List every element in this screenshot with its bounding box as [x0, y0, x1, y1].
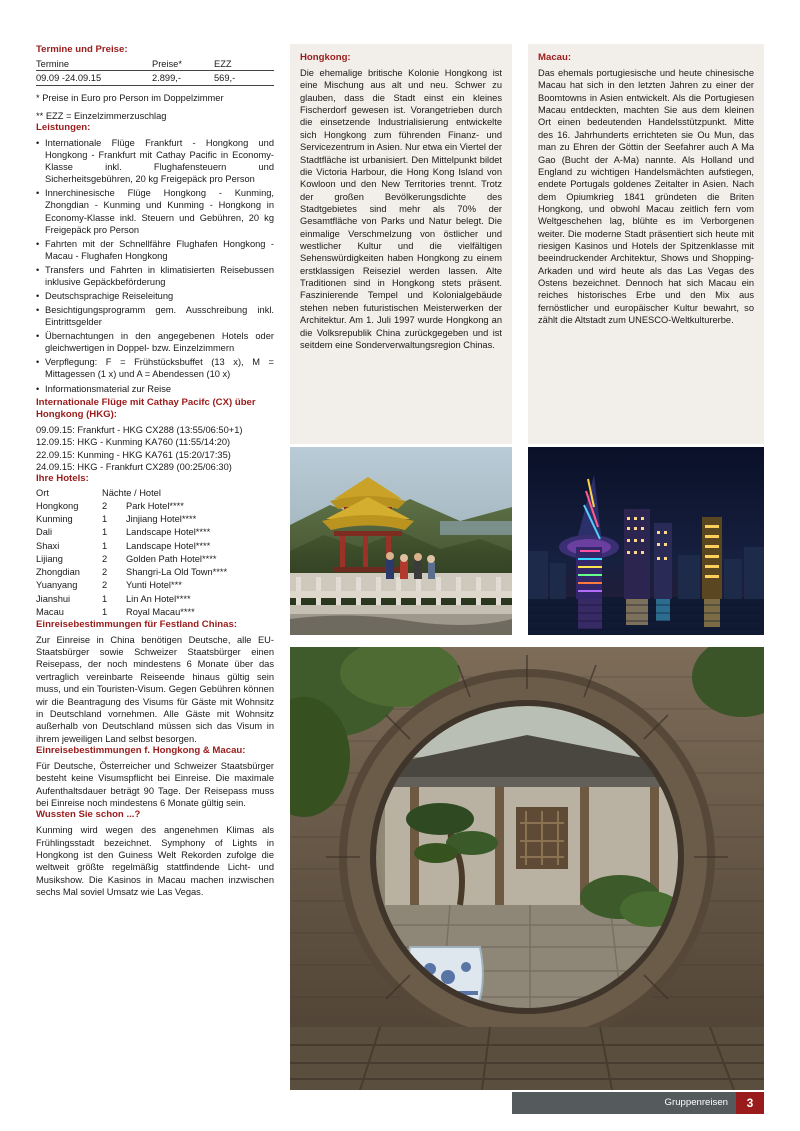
entry-china-text: Zur Einreise in China benötigen Deutsche, alle EU-Staatsbürger sowie Schweizer Staatsbürger einen Reisepass, der noch mindestens 6 Monate über das vertraglich vereinbarte Reiseende hinaus gültig sein muss, und ein Touristen-Visum. Gegen Gebühren können wir die Beantragung des Visums für Gäste mit Wohnsitz in Deutschland vornehmen. Alle Gäste mit Wohnsitz außerhalb von Deutschland müssen sich das Visum in ihrem jeweiligen Land selbst besorgen.: [36, 634, 274, 744]
list-item: • Transfers und Fahrten in klimatisierten Reisebussen inklusive Gepäckbeförderung: [36, 264, 274, 288]
table-row: [36, 592, 274, 605]
table-row: [36, 579, 274, 592]
terms-prices-heading: Termine und Preise:: [36, 44, 128, 55]
price-col-termine: Termine: [36, 59, 152, 71]
price-cell-ezz: 569,-: [214, 70, 274, 85]
hongkong-heading: Hongkong:: [300, 52, 351, 63]
hongkong-panel: [290, 44, 512, 444]
macau-heading: Macau:: [538, 52, 572, 63]
hotel-nights: 2: [102, 567, 108, 578]
list-item: • Informationsmaterial zur Reise: [36, 383, 274, 395]
hotel-name: Landscape Hotel****: [126, 540, 211, 551]
hotel-nights: 1: [102, 593, 108, 604]
hotel-city: Hongkong: [36, 500, 79, 511]
international-flights-heading: Internationale Flüge mit Cathay Pacifc (CX) über Hongkong (HKG):: [36, 396, 256, 420]
price-col-preise: Preise*: [152, 59, 214, 71]
list-item: 24.09.15: HKG - Frankfurt CX289 (00:25/06:30): [36, 461, 232, 472]
hotel-city: Dali: [36, 527, 53, 538]
list-item: 09.09.15: Frankfurt - HKG CX288 (13:55/06:50+1): [36, 424, 243, 435]
hotel-name: Royal Macau****: [126, 607, 195, 618]
entry-china-heading: Einreisebestimmungen für Festland Chinas:: [36, 618, 237, 630]
entry-hongkong-macau-text: Für Deutsche, Österreicher und Schweizer Staatsbürger besteht keine Visumspflicht bei Einreise. Die maximale Aufenthaltsdauer beträgt 90 Tage. Der Reisepass muss bei Einreise noch mindestens 6 Monate gültig sein.: [36, 760, 274, 809]
left-column: [36, 44, 274, 899]
hotel-nights: 1: [102, 514, 108, 525]
table-row: [36, 552, 274, 565]
hotels-heading: Ihre Hotels:: [36, 473, 89, 485]
price-table-header-row: [36, 59, 274, 71]
hotel-name: Shangri-La Old Town****: [126, 567, 228, 578]
hongkong-text: Die ehemalige britische Kolonie Hongkong ist eine Mischung aus alt und neu. Schwer zu glauben, dass die Stadt einst ein kleines Fischerdorf gewesen ist. Vorangetrieben durch die einsetzende Industrialisierung entwickelte sich Hongkong zum führenden Finanz- und Servicezentrum in Asien. Nur etwa ein Viertel der Stadtfläche ist urbanisiert. Den Mittelpunkt bildet die Victoria Harbour, die Hong Kong Island von Kowloon und den New Territories trennt. Trotz der großen Bevölkerungsdichte des Stadtgebietes sind mehr als 70% der Gesamtfläche von Parks und Natur belegt. Die einmalige Verschmelzung von östlicher und westlicher Kultur und die vielfältigen Sehenswürdigkeiten haben Hongkong zu einem erstklassigen Reiseziel werden lassen. Alte Traditionen sind in Hongkong stets präsent. Faszinierende Tempel und Kolonialgebäude stehen neben futuristischen Meisterwerken der Architektur. Am 1. Juli 1997 wurde Hongkong an die Volksrepublik China zurückgegeben und ist seitdem eine Sonderverwaltungsregion Chinas.: [300, 67, 502, 350]
hotel-name: Landscape Hotel****: [126, 527, 211, 538]
hotel-city: Yuanyang: [36, 580, 78, 591]
footer-section-label: Gruppenreisen: [664, 1097, 728, 1108]
hotel-nights: 1: [102, 607, 108, 618]
price-note-1: * Preise in Euro pro Person im Doppelzimmer: [36, 92, 224, 103]
hotels-header-row: [36, 488, 274, 499]
list-item: • Verpflegung: F = Frühstücksbuffet (13 x), M = Mittagessen (1 x) und A = Abendessen (10 x): [36, 356, 274, 380]
table-row: [36, 499, 274, 512]
hotel-nights: 2: [102, 553, 108, 564]
table-row: [36, 539, 274, 552]
hotel-city: Jianshui: [36, 593, 71, 604]
entry-hongkong-macau-heading: Einreisebestimmungen f. Hongkong & Macau:: [36, 745, 246, 756]
hotel-city: Macau: [36, 607, 64, 618]
price-note-2: ** EZZ = Einzelzimmerzuschlag: [36, 110, 167, 121]
hotel-name: Park Hotel****: [126, 500, 184, 511]
hotels-col-ort: Ort: [36, 488, 49, 499]
table-row: [36, 526, 274, 539]
footer-bar: [512, 1092, 764, 1114]
macau-panel: [528, 44, 764, 444]
list-item: • Besichtigungsprogramm gem. Ausschreibung inkl. Eintrittsgelder: [36, 304, 274, 328]
hotels-col-naechte-hotel: Nächte / Hotel: [102, 488, 161, 499]
hongkong-pagoda-photo: [290, 447, 512, 635]
did-you-know-heading: Wussten Sie schon ...?: [36, 809, 141, 821]
services-list: [36, 137, 274, 395]
hotel-nights: 2: [102, 580, 108, 591]
list-item: 12.09.15: HKG - Kunming KA760 (11:55/14:20): [36, 437, 231, 448]
hotel-name: Jinjiang Hotel****: [126, 514, 197, 525]
table-row: [36, 566, 274, 579]
hotel-nights: 1: [102, 527, 108, 538]
did-you-know-text: Kunming wird wegen des angenehmen Klimas als Frühlingsstadt bezeichnet. Symphony of Lights in Hongkong ist den Guiness Welt Rekorden zufolge die weltweit größte regelmäßig stattfindende Licht- und Musikshow. Die Kasinos in Macau machen inzwischen sechs Mal soviel Umsatz wie Las Vegas.: [36, 825, 274, 898]
table-row: [36, 606, 274, 619]
list-item: • Deutschsprachige Reiseleitung: [36, 290, 274, 302]
hotel-city: Lijiang: [36, 553, 63, 564]
list-item: 22.09.15: Kunming - HKG KA761 (15:20/17:35): [36, 449, 231, 460]
list-item: • Innerchinesische Flüge Hongkong - Kunming, Zhongdian - Kunming und Kunming - Hongkong in Economy-Klasse inkl. Steuern und Gebühren, 20 kg Freigepäck pro Person: [36, 187, 274, 235]
macau-text: Das ehemals portugiesische und heute chinesische Macau hat sich in den letzten Jahren zu einer der Boomtowns in Asien entwickelt. Als die Portugiesen Macau entdeckten, machten Sie aus dem kleinen Ort einen bedeutenden Handelsstützpunkt. Mitte des 16. Jahrhunderts errichteten sie Ou Mun, das man zu Ehren der Göttin der Seefahrer auch A Ma Gao (Bucht der A-Ma) nannte. Als Holland und England zu wichtigen Handelsmächten aufstiegen, endete Portugals goldenes Zeitalter in Asien. Nach dem Opiumkrieg 1841 gründeten die Briten Hongkong, und obwohl Macau zeitlich fern vom Weltgeschehen lag, blühte es im Verborgenen weiter. Die moderne Stadt präsentiert sich heute mit riesigen Kasinos und Hotels der Spitzenklasse mit beeindruckender Architektur, Shows und Shopping-Arkaden und wird heute als das Las Vegas des Ostens bezeichnet. Dennoch hat sich Macau ein reiches historisches Erbe und den Mix aus fernöstlicher und europäischer Kultur bewahrt, so zählt die Altstadt zum UNESCO-Weltkulturerbe.: [538, 67, 754, 326]
table-row: [36, 70, 274, 85]
hotel-nights: 2: [102, 500, 108, 511]
macau-night-skyline-photo: [528, 447, 764, 635]
table-row: [36, 513, 274, 526]
hotel-city: Zhongdian: [36, 567, 80, 578]
list-item: • Internationale Flüge Frankfurt - Hongkong und Hongkong - Frankfurt mit Cathay Pacific in Economy-Klasse inkl. Flughafensteuern und Sicherheitsgebühren, 20 kg Freigepäck pro Person: [36, 137, 274, 185]
hotel-city: Shaxi: [36, 540, 60, 551]
list-item: • Übernachtungen in den angegebenen Hotels oder gleichwertigen in Doppel- bzw. Einzelzimmern: [36, 330, 274, 354]
flights-list: [36, 424, 274, 474]
services-heading: Leistungen:: [36, 122, 91, 134]
price-cell-date: 09.09 -24.09.15: [36, 70, 152, 85]
hotels-table: [36, 488, 274, 618]
hotel-name: Lin An Hotel****: [126, 593, 191, 604]
price-table: [36, 59, 274, 86]
hotel-city: Kunming: [36, 514, 73, 525]
hotel-name: Yunti Hotel***: [126, 580, 182, 591]
hotel-nights: 1: [102, 540, 108, 551]
hotel-name: Golden Path Hotel****: [126, 553, 217, 564]
page-number: 3: [736, 1092, 764, 1114]
price-cell-price: 2.899,-: [152, 70, 214, 85]
price-col-ezz: EZZ: [214, 59, 274, 71]
list-item: • Fahrten mit der Schnellfähre Flughafen Hongkong - Macau - Flughafen Hongkong: [36, 238, 274, 262]
moon-gate-courtyard-photo: [290, 647, 764, 1090]
